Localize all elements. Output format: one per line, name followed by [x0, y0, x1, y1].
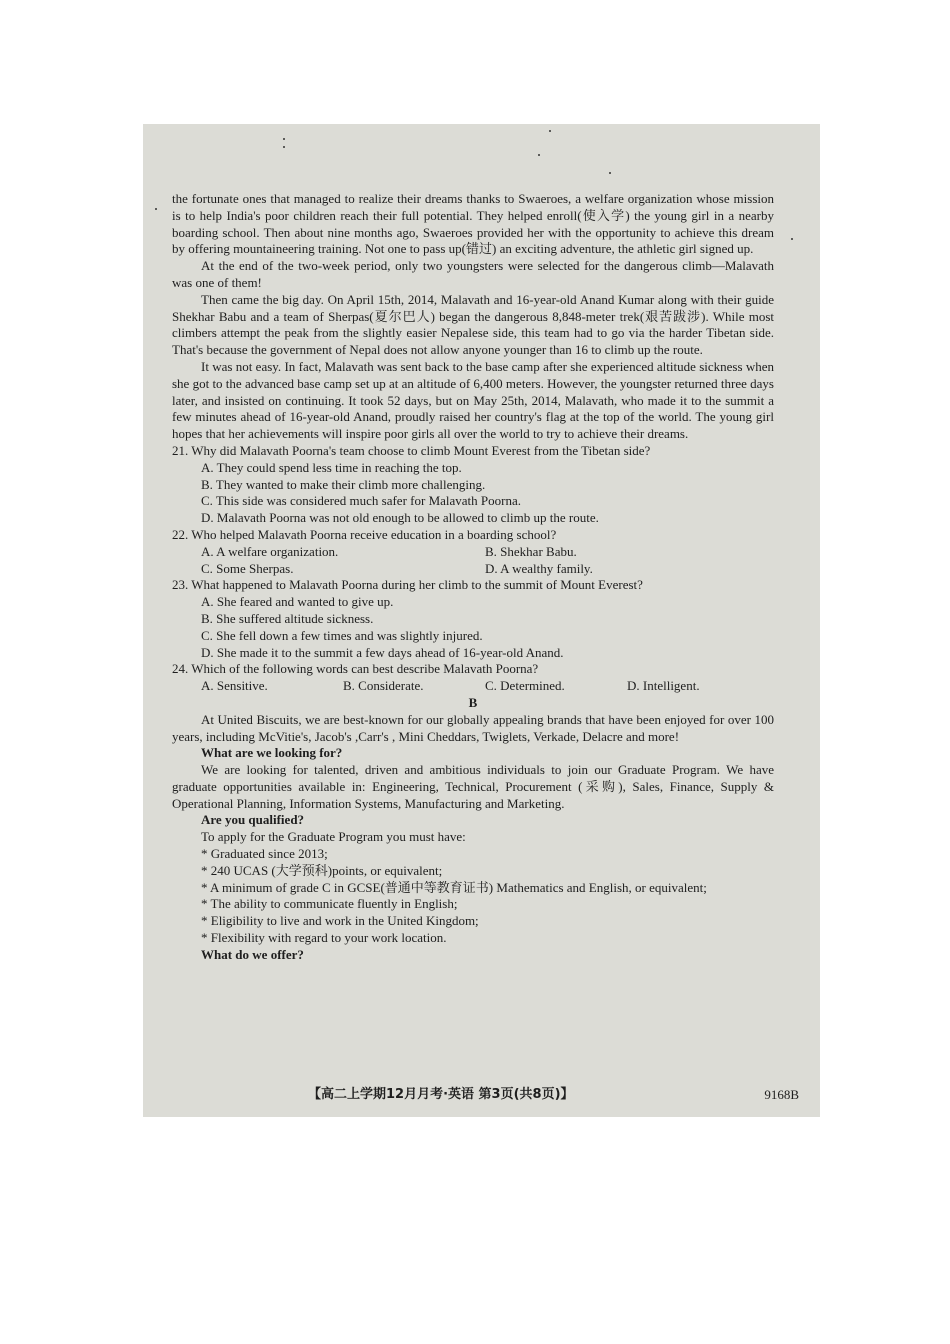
question-22: [172, 527, 774, 577]
answer-option: D. Malavath Poorna was not old enough to be allowed to climb up the route.: [201, 510, 599, 526]
requirement-item: * Eligibility to live and work in the United Kingdom;: [201, 913, 479, 929]
passage-paragraph: the fortunate ones that managed to realize their dreams thanks to Swaeroes, a welfare organization whose mission is to help India's poor children reach their full potential. They helped enroll(使入学) the young girl in a nearby boarding school. Then about nine months ago, Swaeroes provided her with the opportunity to achieve this dream by offering mountaineering training. Not one to pass up(错过) an exciting adventure, the athletic girl signed up.: [172, 191, 774, 257]
heading-looking-for: What are we looking for?: [201, 745, 343, 761]
answer-option: A. Sensitive.: [201, 678, 268, 694]
answer-option: B. She suffered altitude sickness.: [201, 610, 374, 626]
requirement-item: * 240 UCAS (大学预科)points, or equivalent;: [201, 862, 443, 878]
answer-option: D. Intelligent.: [627, 678, 700, 694]
answer-option: B. They wanted to make their climb more challenging.: [201, 476, 486, 492]
question-23: [172, 577, 774, 661]
answer-option-row: [201, 544, 774, 561]
answer-option: A. They could spend less time in reaching the top.: [201, 459, 462, 475]
answer-option: C. She fell down a few times and was slightly injured.: [201, 627, 483, 643]
scan-speck: [549, 130, 551, 132]
passage-paragraph: It was not easy. In fact, Malavath was sent back to the base camp after she experienced altitude sickness when she got to the advanced base camp set up at an altitude of 6,400 meters. However, the youngster returned three days later, and insisted on continuing. It took 52 days, but on May 25th, 2014, Malavath, who made it to the summit a few minutes ahead of 16-year-old Anand, proudly raised her country's flag at the top of the world. The young girl hopes that her achievements will inspire poor girls all over the world to try to achieve their dreams.: [172, 358, 774, 442]
passage-paragraph: At the end of the two-week period, only two youngsters were selected for the dangerous climb—Malavath was one of them!: [172, 258, 774, 290]
scan-speck: [791, 238, 793, 240]
answer-option: B. Considerate.: [343, 678, 424, 694]
answer-option: D. She made it to the summit a few days ahead of 16-year-old Anand.: [201, 644, 564, 660]
question-stem: 22. Who helped Malavath Poorna receive education in a boarding school?: [172, 526, 557, 542]
scan-speck: [283, 146, 285, 148]
requirement-item: * Flexibility with regard to your work location.: [201, 930, 447, 946]
answer-option: C. Some Sherpas.: [201, 560, 294, 576]
section-b-intro: At United Biscuits, we are best-known for our globally appealing brands that have been enjoyed for over 100 years, including McVitie's, Jacob's ,Carr's , Mini Cheddars, Twiglets, Verkade, Delacre and more!: [172, 711, 774, 744]
requirement-item: * The ability to communicate fluently in English;: [201, 896, 458, 912]
question-stem: 21. Why did Malavath Poorna's team choose to climb Mount Everest from the Tibetan side?: [172, 442, 651, 458]
section-b-letter: B: [468, 694, 478, 710]
heading-qualified: Are you qualified?: [201, 812, 305, 828]
requirement-item: * Graduated since 2013;: [201, 846, 328, 862]
footer-title: 【高二上学期12月月考·英语 第3页(共8页)】: [308, 1087, 574, 1102]
scanned-exam-page: [143, 124, 820, 1117]
answer-option: D. A wealthy family.: [485, 560, 593, 576]
looking-for-text: We are looking for talented, driven and ambitious individuals to join our Graduate Program. We have graduate opportunities available in: Engineering, Technical, Procurement (采购), Sales, Finance, Supply & Operational Planning, Information Systems, Manufacturing and Marketing.: [172, 762, 774, 811]
scan-speck: [538, 154, 540, 156]
question-stem: 23. What happened to Malavath Poorna during her climb to the summit of Mount Everest?: [172, 577, 643, 593]
scan-speck: [155, 208, 157, 210]
qualified-intro: To apply for the Graduate Program you must have:: [201, 829, 466, 845]
answer-option-row: [201, 561, 774, 578]
requirement-item: * A minimum of grade C in GCSE(普通中等教育证书) Mathematics and English, or equivalent;: [201, 879, 707, 895]
question-21: [172, 443, 774, 527]
scan-speck: [609, 172, 611, 174]
passage-paragraph: Then came the big day. On April 15th, 2014, Malavath and 16-year-old Anand Kumar along with their guide Shekhar Babu and a team of Sherpas(夏尔巴人) began the dangerous 8,848-meter trek(艰苦跋涉). While most climbers attempt the peak from the slightly easier Nepalese side, this team had to go via the harder Tibetan side. That's because the government of Nepal does not allow anyone younger than 16 to climb up the route.: [172, 291, 774, 358]
answer-option: A. A welfare organization.: [201, 543, 339, 559]
footer-code: 9168B: [764, 1087, 799, 1102]
answer-option-row: [201, 678, 774, 695]
scan-speck: [283, 138, 285, 140]
answer-option: A. She feared and wanted to give up.: [201, 594, 394, 610]
question-24: [172, 661, 774, 695]
answer-option: B. Shekhar Babu.: [485, 543, 577, 559]
heading-offer: What do we offer?: [201, 946, 304, 962]
page-footer: [143, 1087, 820, 1107]
question-stem: 24. Which of the following words can best describe Malavath Poorna?: [172, 661, 539, 677]
answer-option: C. This side was considered much safer for Malavath Poorna.: [201, 493, 521, 509]
answer-option: C. Determined.: [485, 678, 565, 694]
